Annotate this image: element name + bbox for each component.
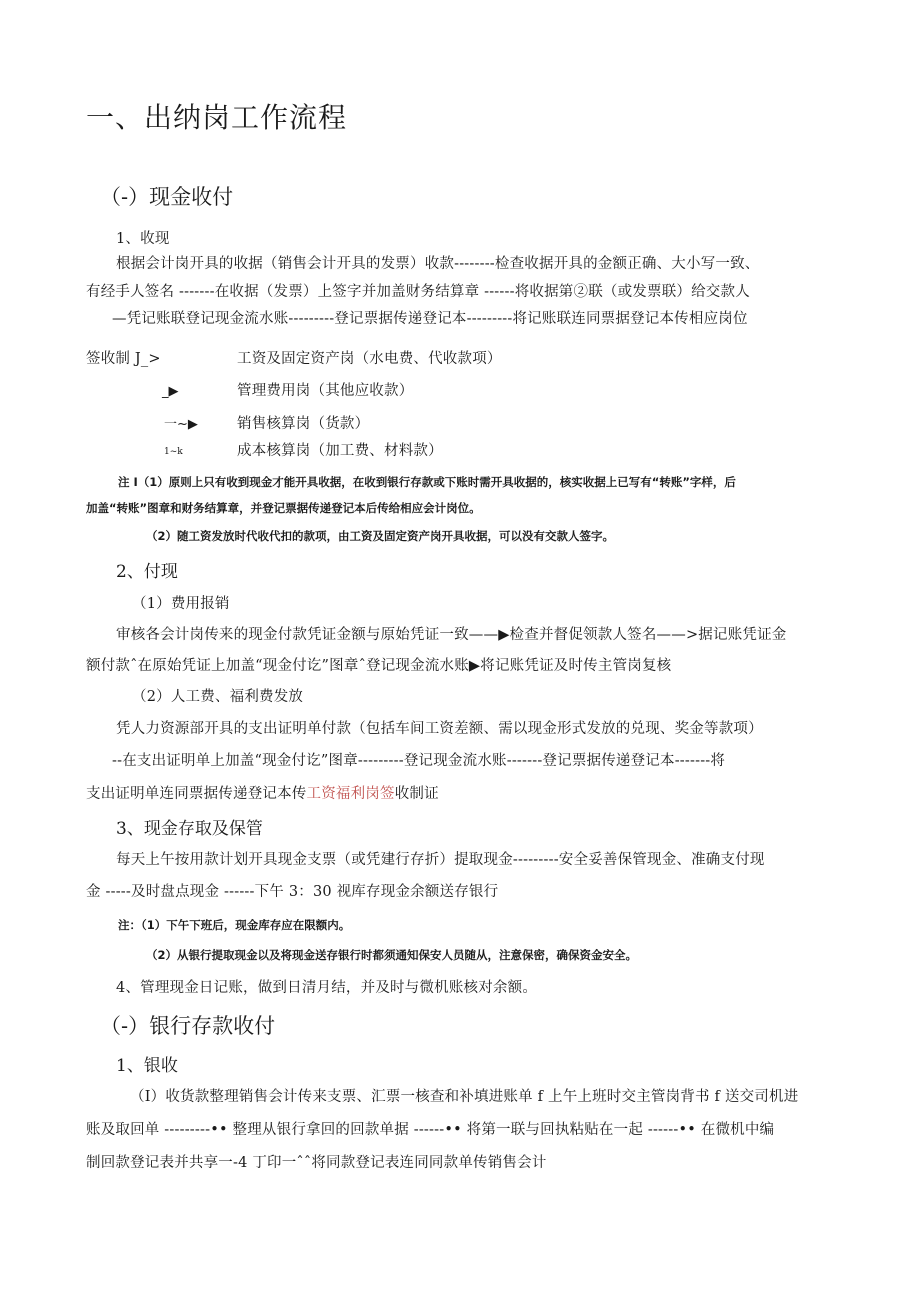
subsection-heading-cash-storage: 3、现金存取及保管 — [116, 819, 263, 839]
subsection-heading-bank-receive: 1、银收 — [116, 1056, 178, 1076]
paragraph-line: 根据会计岗开具的收据（销售会计开具的发票）收款--------检查收据开具的金额正确、大小写一致、 — [116, 256, 760, 272]
arrow-icon: 1~k — [164, 447, 183, 457]
paragraph-line: 每天上午按用款计划开具现金支票（或凭建行存折）提取现金---------安全妥善保管现金、准确支付现 — [116, 852, 765, 868]
paragraph-line: --在支出证明单上加盖“现金付讫”图章---------登记现金流水账-------登记票据传递登记本-------将 — [112, 753, 726, 769]
paragraph-line: 凭人力资源部开具的支出证明单付款（包括车间工资差额、需以现金形式发放的兑现、奖金等款项） — [116, 721, 763, 737]
note-line: 注：（1）下午下班后，现金库存应在限额内。 — [118, 918, 351, 932]
paragraph-line: 制回款登记表并共享一-4 丁印一ˆˆ将同款登记表连同同款单传销售会计 — [86, 1155, 547, 1171]
text-run: 支出证明单连同票据传递登记本传 — [86, 786, 307, 802]
subsection-heading-pay-cash: 2、付现 — [116, 562, 178, 582]
paragraph-line: 额付款ˆ在原始凭证上加盖“现金付讫”图章ˆ登记现金流水账▶将记账凭证及时传主管岗复核 — [86, 658, 672, 674]
distribution-label: 签收制 J_> — [86, 351, 161, 367]
text-run: 收制证 — [394, 786, 439, 802]
page-title: 一、出纳岗工作流程 — [86, 101, 348, 134]
item-heading: （2）人工费、福利费发放 — [132, 689, 304, 705]
distribution-item: 工资及固定资产岗（水电费、代收款项） — [237, 351, 502, 367]
distribution-item: 销售核算岗（货款） — [237, 416, 370, 432]
note-line: 注 I（1）原则上只有收到现金才能开具收据，在收到银行存款或下账时需开具收据的，核实收据上已写有“转账”字样，后 — [118, 475, 736, 489]
paragraph-line: 金 -----及时盘点现金 ------下午 3：30 视库存现金余额送存银行 — [86, 884, 499, 900]
section-heading-bank: （-）银行存款收付 — [100, 1014, 276, 1038]
arrow-icon: _▶ — [162, 384, 179, 399]
note-line: 加盖“转账”图章和财务结算章，并登记票据传递登记本后传给相应会计岗位。 — [86, 501, 481, 515]
paragraph-line — [86, 786, 439, 803]
section-heading-cash: （-）现金收付 — [100, 185, 234, 209]
paragraph-line: 账及取回单 ---------•• 整理从银行拿回的回款单据 ------•• 将第一联与回执粘贴在一起 ------•• 在微机中编 — [86, 1122, 775, 1138]
highlighted-text: 工资福利岗签 — [306, 786, 395, 802]
note-line: （2）随工资发放时代收代扣的款项，由工资及固定资产岗开具收据，可以没有交款人签字。 — [146, 529, 614, 543]
distribution-item: 管理费用岗（其他应收款） — [237, 383, 414, 399]
note-line: （2）从银行提取现金以及将现金送存银行时都须通知保安人员随从，注意保密，确保资金安全。 — [146, 948, 637, 962]
subsection-heading-receive-cash: 1、收现 — [116, 231, 170, 247]
arrow-icon: 一~▶ — [164, 417, 198, 432]
paragraph-line: 4、管理现金日记账，做到日清月结，并及时与微机账核对余额。 — [116, 980, 538, 996]
paragraph-line: （I）收货款整理销售会计传来支票、汇票一核查和补填进账单 f 上午上班时交主管岗背书 f 送交司机进 — [130, 1089, 799, 1105]
item-heading: （1）费用报销 — [132, 596, 230, 612]
paragraph-line: 审核各会计岗传来的现金付款凭证金额与原始凭证一致——▶检查并督促领款人签名——>据记账凭证金 — [116, 627, 787, 643]
paragraph-line: 有经手人签名 -------在收据（发票）上签字并加盖财务结算章 ------将收据第②联（或发票联）给交款人 — [86, 284, 750, 300]
paragraph-line: —凭记账联登记现金流水账---------登记票据传递登记本---------将记账联连同票据登记本传相应岗位 — [112, 311, 748, 327]
distribution-item: 成本核算岗（加工费、材料款） — [237, 443, 443, 459]
